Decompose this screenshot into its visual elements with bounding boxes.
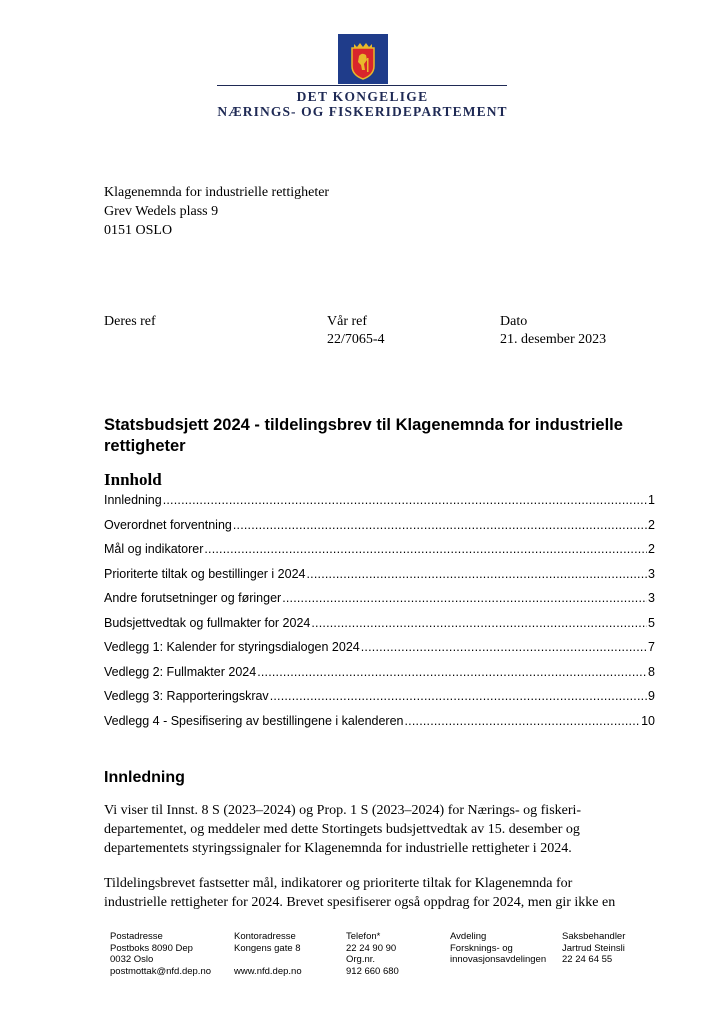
footer-line: 22 24 64 55 (562, 954, 613, 966)
footer-line: Jartrud Steinsli (562, 942, 625, 954)
toc-entry-label: Vedlegg 1: Kalender for styringsdialogen 2024 (104, 640, 360, 654)
toc-entry[interactable] (104, 517, 655, 542)
footer-postadresse (110, 931, 211, 977)
toc-leader (257, 664, 647, 680)
paragraph-line: departementet, og meddeler med dette Stortingets budsjettvedtak av 15. desember og (104, 822, 580, 837)
footer-website: www.nfd.dep.no (234, 965, 302, 977)
footer-heading: Saksbehandler (562, 931, 626, 942)
toc-entry-page: 5 (648, 615, 655, 630)
toc-entry[interactable] (104, 639, 655, 664)
toc-entry-page: 10 (641, 713, 655, 728)
footer-heading: Avdeling (450, 931, 487, 942)
toc-entry-page: 1 (648, 493, 655, 507)
toc-entry[interactable] (104, 541, 655, 566)
footer-telefon (346, 931, 399, 977)
footer-line: Kongens gate 8 (234, 942, 301, 954)
paragraph-line: departementets styringssignaler for Klagenemnda for industrielle rettigheter i 2024. (104, 841, 572, 856)
logo-divider (217, 85, 507, 86)
toc-entry-label: Overordnet forventning (104, 517, 232, 532)
var-ref-label: Vår ref (327, 314, 368, 329)
toc-entry-page: 2 (648, 542, 655, 556)
toc-entry-label: Vedlegg 2: Fullmakter 2024 (104, 664, 257, 679)
toc-leader (311, 615, 647, 631)
intro-paragraph-1 (104, 801, 624, 858)
toc-entry-label: Andre forutsetninger og føringer (104, 591, 282, 605)
paragraph-line: Vi viser til Innst. 8 S (2023–2024) og Prop. 1 S (2023–2024) for Nærings- og fiskeri- (104, 803, 582, 818)
toc-entry[interactable] (104, 615, 655, 640)
toc-entry[interactable] (104, 590, 655, 615)
coat-of-arms-icon (338, 34, 388, 84)
toc-entry[interactable] (104, 713, 655, 738)
footer-kontoradresse (234, 931, 302, 977)
document-title: Statsbudsjett 2024 - tildelingsbrev til Klagenemnda for industrielle rettigheter (104, 416, 623, 455)
toc-entry-label: Mål og indikatorer (104, 542, 204, 556)
footer-heading: Telefon* (346, 931, 381, 942)
toc-leader (204, 541, 647, 557)
toc-entry-page: 3 (648, 591, 655, 605)
toc-entry-page: 3 (648, 566, 655, 581)
toc-leader (233, 517, 647, 533)
toc-entry-page: 9 (648, 689, 655, 703)
footer-line: innovasjonsavdelingen (450, 954, 547, 966)
date-label: Dato (500, 314, 528, 329)
deres-ref-label: Deres ref (104, 314, 156, 329)
toc-entry-label: Vedlegg 4 - Spesifisering av bestillingene i kalenderen (104, 713, 404, 728)
toc-entry-page: 2 (648, 517, 655, 532)
footer-heading: Postadresse (110, 931, 163, 942)
footer-line: 0032 Oslo (110, 954, 154, 966)
toc-entry-label: Vedlegg 3: Rapporteringskrav (104, 689, 269, 703)
footer-line: 912 660 680 (346, 965, 399, 977)
recipient-postal: 0151 OSLO (104, 223, 173, 238)
toc-entry-label: Budsjettvedtak og fullmakter for 2024 (104, 615, 311, 630)
toc-heading: Innhold (104, 470, 162, 489)
toc-leader (307, 566, 648, 582)
date-value: 21. desember 2023 (500, 332, 607, 347)
table-of-contents (104, 492, 655, 737)
toc-leader (270, 688, 647, 704)
intro-paragraph-2 (104, 874, 624, 912)
paragraph-line: Tildelingsbrevet fastsetter mål, indikatorer og prioriterte tiltak for Klagenemnda for (104, 876, 573, 891)
footer-line: Org.nr. (346, 954, 376, 966)
footer-avdeling (450, 931, 546, 966)
toc-entry[interactable] (104, 492, 655, 517)
footer-spacer (234, 954, 302, 966)
toc-leader (163, 492, 647, 508)
footer-line: Postboks 8090 Dep (110, 942, 193, 954)
department-name-line2: NÆRINGS- OG FISKERIDEPARTEMENT (217, 104, 508, 119)
section-heading-innledning: Innledning (104, 769, 185, 786)
toc-entry[interactable] (104, 566, 655, 591)
ministry-logo (0, 34, 725, 89)
toc-entry[interactable] (104, 664, 655, 689)
toc-leader (405, 713, 641, 729)
recipient-address (104, 183, 329, 240)
toc-entry-page: 7 (648, 640, 655, 654)
footer-heading: Kontoradresse (234, 931, 296, 942)
footer-line: Forsknings- og (450, 942, 513, 954)
toc-entry[interactable] (104, 688, 655, 713)
footer-line: 22 24 90 90 (346, 942, 397, 954)
recipient-street: Grev Wedels plass 9 (104, 204, 219, 219)
toc-entry-page: 8 (648, 664, 655, 679)
toc-entry-label: Innledning (104, 493, 162, 507)
var-ref-value: 22/7065-4 (327, 332, 385, 347)
toc-leader (361, 639, 647, 655)
footer-saksbehandler (562, 931, 625, 966)
toc-entry-label: Prioriterte tiltak og bestillinger i 2024 (104, 566, 306, 581)
department-name-line1: DET KONGELIGE (296, 89, 429, 104)
recipient-name: Klagenemnda for industrielle rettigheter (104, 185, 330, 200)
paragraph-line: industrielle rettigheter for 2024. Brevet spesifiserer også oppdrag for 2024, men gir ikke en (104, 895, 616, 910)
footer-email: postmottak@nfd.dep.no (110, 965, 212, 977)
toc-leader (282, 590, 647, 606)
